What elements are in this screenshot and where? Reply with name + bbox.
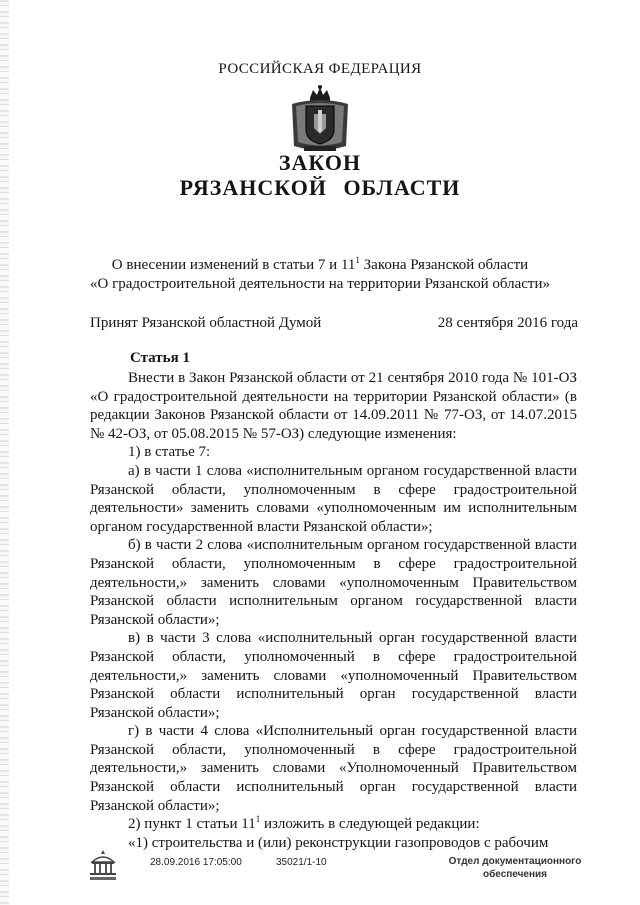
adoption-date: 28 сентября 2016 года — [437, 315, 578, 331]
scan-edge-artifact — [0, 0, 9, 905]
item-2-quote: «1) строительства и (или) реконструкции газопроводов с рабочим — [128, 834, 549, 851]
registration-timestamp: 28.09.2016 17:05:00 — [150, 857, 242, 868]
region-title: РЯЗАНСКОЙ ОБЛАСТИ — [179, 175, 461, 200]
item-2: 2) пункт 1 статьи $11^1$ изложить в следующей редакции: — [128, 814, 480, 833]
document-type-title: ЗАКОН — [278, 150, 362, 175]
item-1-b: б) в части 2 слова «исполнительным органом государственной власти Рязанской области, уполномоченным в сфере градостроительной деятельности,» заменить словами «уполномоченным Правительством Рязанской области исполнительным органом государственной власти Рязанской области»; — [90, 537, 577, 628]
adopted-by: Принят Рязанской областной Думой — [90, 315, 322, 331]
item-1-d: г) в части 4 слова «Исполнительный орган государственной власти Рязанской области, уполномоченный в сфере градостроительной деятельности,» заменить словами «Уполномоченный Правительством Рязанской области исполнительный орган государственной власти Рязанской области»; — [90, 723, 577, 814]
subject-line-2: «О градостроительной деятельности на территории Рязанской области» — [89, 276, 550, 292]
item-1: 1) в статье 7: — [128, 444, 211, 461]
article-body — [90, 369, 577, 852]
duma-logo-icon — [84, 848, 122, 882]
item-1-a: а) в части 1 слова «исполнительным органом государственной власти Рязанской области, уполномоченным в сфере градостроительной деятельности» заменить словами «уполномоченным им исполнительным органом государственной власти Рязанской области»; — [90, 462, 577, 535]
registration-code: 35021/1-10 — [276, 857, 327, 868]
item-1-c: в) в части 3 слова «исполнительный орган государственной власти Рязанской области, уполномоченный в сфере градостроительной деятельности,» заменить словами «уполномоченный Правительством Рязанской области исполнительный орган государственной власти Рязанской области»; — [90, 630, 577, 721]
department-stamp: Отдел документационного обеспечения — [448, 856, 582, 880]
subject-line-1: О внесении изменений в статьи 7 и $11^1$ Закона Рязанской области — [111, 255, 529, 273]
article-heading: Статья 1 — [130, 350, 190, 366]
article-intro: Внести в Закон Рязанской области от 21 сентября 2010 года № 101-ОЗ «О градостроительной деятельности на территории Рязанской области» (в редакции Законов Рязанской области от 14.09.2011 № 77-ОЗ, от 14.07.2015 № 42-ОЗ, от 05.08.2015 № 57-ОЗ) следующие изменения: — [90, 370, 577, 442]
coat-of-arms-icon — [284, 84, 356, 154]
law-subject — [60, 256, 580, 294]
country-heading: РОССИЙСКАЯ ФЕДЕРАЦИЯ — [218, 61, 422, 77]
